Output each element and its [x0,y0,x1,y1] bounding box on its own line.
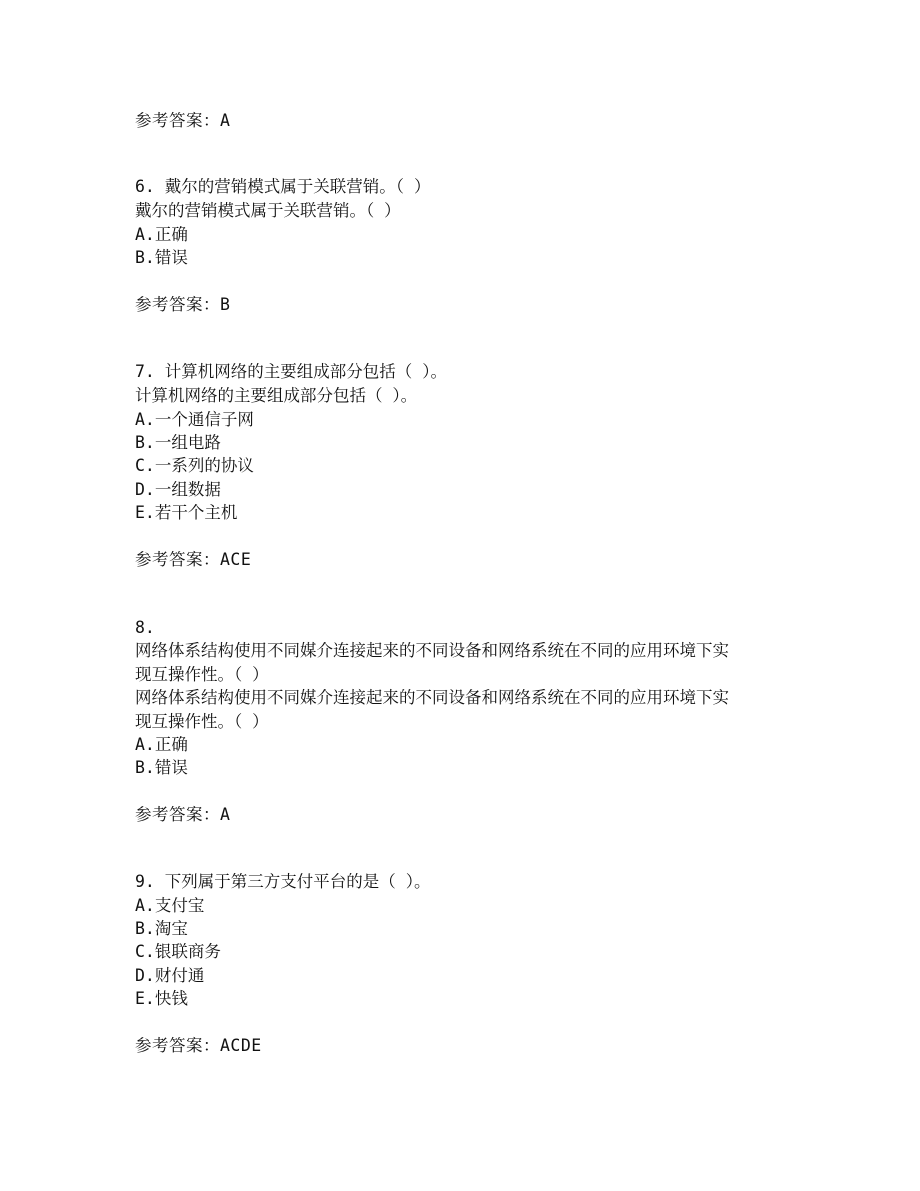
question-8-option-b: B.错误 [135,758,188,777]
question-8-body-line-3: 网络体系结构使用不同媒介连接起来的不同设备和网络系统在不同的应用环境下实 [135,688,729,707]
question-6-title: 6. 戴尔的营销模式属于关联营销。（ ） [135,177,431,196]
answer-line: 参考答案：A [135,111,231,130]
question-6-option-a: A.正确 [135,225,188,244]
question-7-option-b: B.一组电路 [135,433,221,452]
question-9-option-e: E.快钱 [135,989,188,1008]
question-6-answer: 参考答案：B [135,295,231,314]
question-8-body-line-1: 网络体系结构使用不同媒介连接起来的不同设备和网络系统在不同的应用环境下实 [135,641,729,660]
question-7-title: 7. 计算机网络的主要组成部分包括（ ）。 [135,362,447,381]
question-9-option-a: A.支付宝 [135,896,205,915]
question-7-answer: 参考答案：ACE [135,550,252,569]
question-7-option-d: D.一组数据 [135,480,221,499]
question-9-answer: 参考答案：ACDE [135,1036,262,1055]
question-9-option-b: B.淘宝 [135,919,188,938]
question-7-option-c: C.一系列的协议 [135,456,254,475]
question-6-option-b: B.错误 [135,248,188,267]
question-6-body: 戴尔的营销模式属于关联营销。（ ） [135,201,401,220]
question-8-title: 8. [135,618,155,637]
question-8-body-line-2: 现互操作性。（ ） [135,665,269,684]
question-9-option-d: D.财付通 [135,966,205,985]
question-9-option-c: C.银联商务 [135,942,221,961]
question-7-option-a: A.一个通信子网 [135,410,254,429]
question-9-title: 9. 下列属于第三方支付平台的是（ ）。 [135,872,431,891]
question-7-option-e: E.若干个主机 [135,503,238,522]
question-7-body: 计算机网络的主要组成部分包括（ ）。 [135,386,418,405]
question-8-answer: 参考答案：A [135,805,231,824]
question-8-body-line-4: 现互操作性。（ ） [135,712,269,731]
question-8-option-a: A.正确 [135,735,188,754]
